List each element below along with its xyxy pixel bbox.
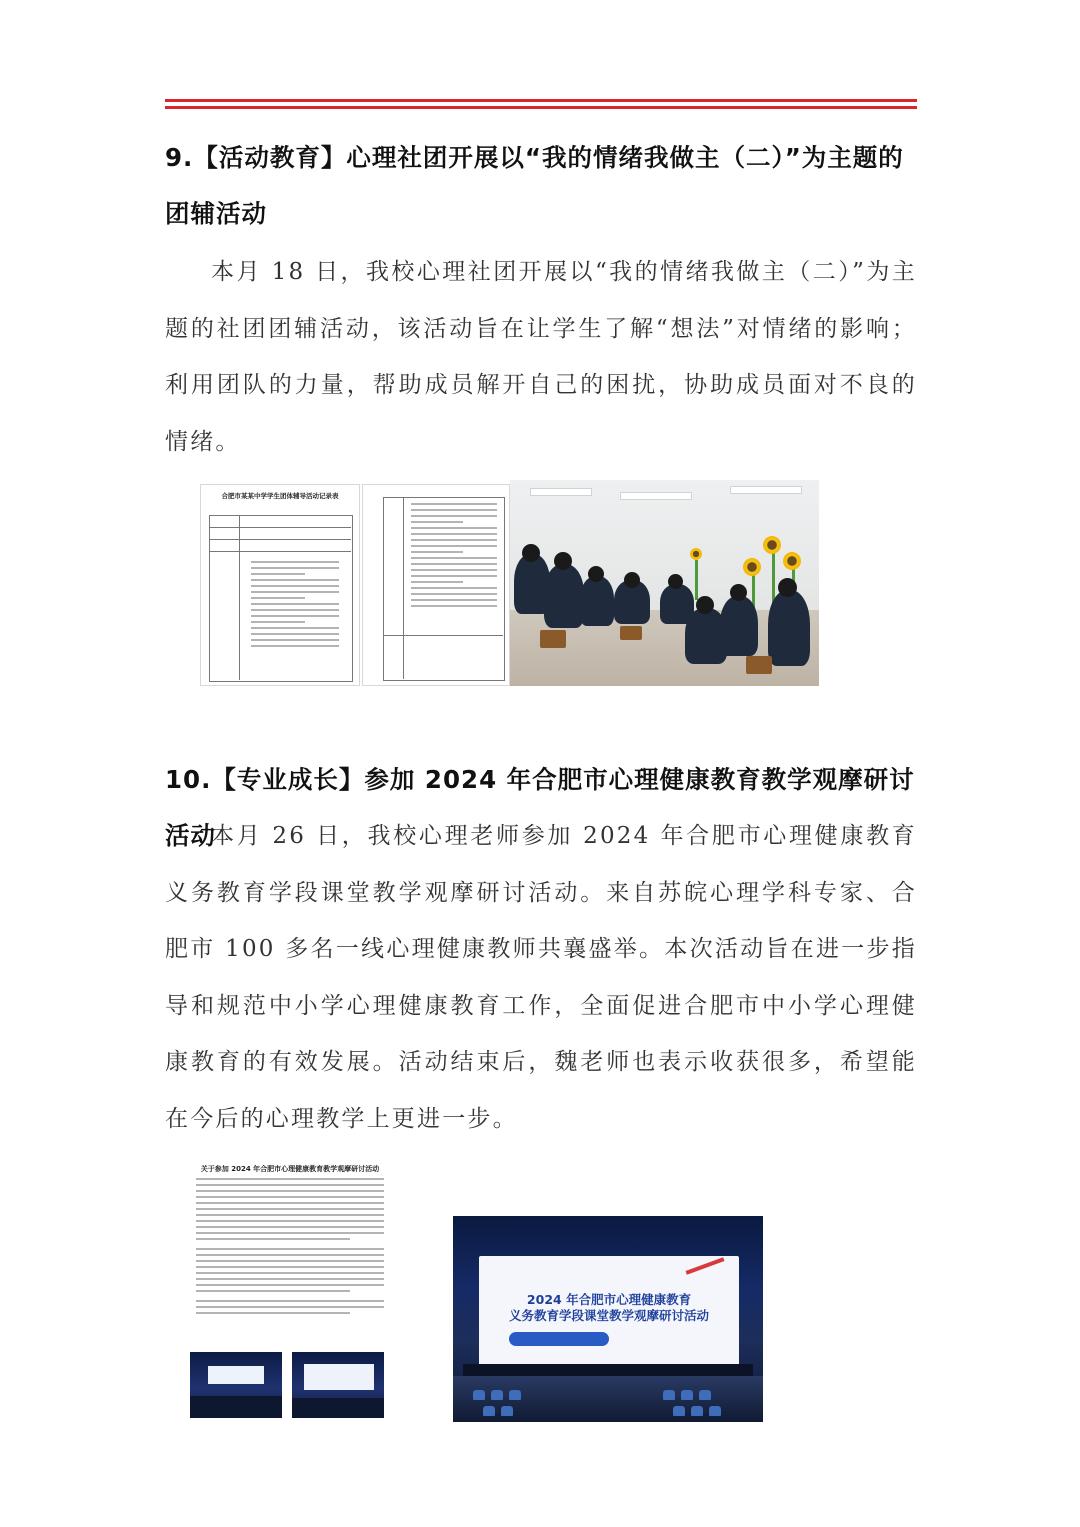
section-9-heading [165,130,917,242]
activity-record-scan-1 [200,484,360,686]
section-10-body: 本月 26 日，我校心理老师参加 2024 年合肥市心理健康教育义务教育学段课堂教学观摩研讨活动。来自苏皖心理学科专家、合肥市 100 多名一线心理健康教师共襄盛举。本次活动旨在进一步指导和规范中小学心理健康教育工作，全面促进合肥市中小学心理健康教育的有效发展。活动结束后，魏老师也表示收获很多，希望能在今后的心理教学上更进一步。 [165,823,917,1132]
group-activity-photo [510,480,819,686]
news-photo-left [190,1352,282,1418]
section-9-heading-line1: 9.【活动教育】心理社团开展以“我的情绪我做主（二）”为主题的 [165,143,904,172]
section-9-body: 本月 18 日，我校心理社团开展以“我的情绪我做主（二）”为主题的社团团辅活动，该活动旨在让学生了解“想法”对情绪的影响；利用团队的力量，帮助成员解开自己的困扰，协助成员面对不良的情绪。 [165,259,917,455]
section-10-heading: 10.【专业成长】参加 2024 年合肥市心理健康教育教学观摩研讨活动 [165,765,915,850]
projection-screen [479,1256,739,1368]
news-article-title: 关于参加 2024 年合肥市心理健康教育教学观摩研讨活动 [200,1165,380,1173]
screen-title-line2: 义务教育学段课堂教学观摩研讨活动 [508,1308,709,1323]
activity-record-title: 合肥市某某中学学生团体辅导活动记录表 [221,492,339,500]
news-photo-right [292,1352,384,1418]
header-rule-bottom [165,106,917,109]
header-rule-top [165,99,917,102]
news-article-scan [190,1162,390,1420]
screen-title-line1: 2024 年合肥市心理健康教育 [526,1292,692,1307]
activity-record-scan-2 [362,484,510,686]
section-9-heading-line2: 团辅活动 [165,199,267,228]
conference-hall-photo [453,1216,763,1422]
